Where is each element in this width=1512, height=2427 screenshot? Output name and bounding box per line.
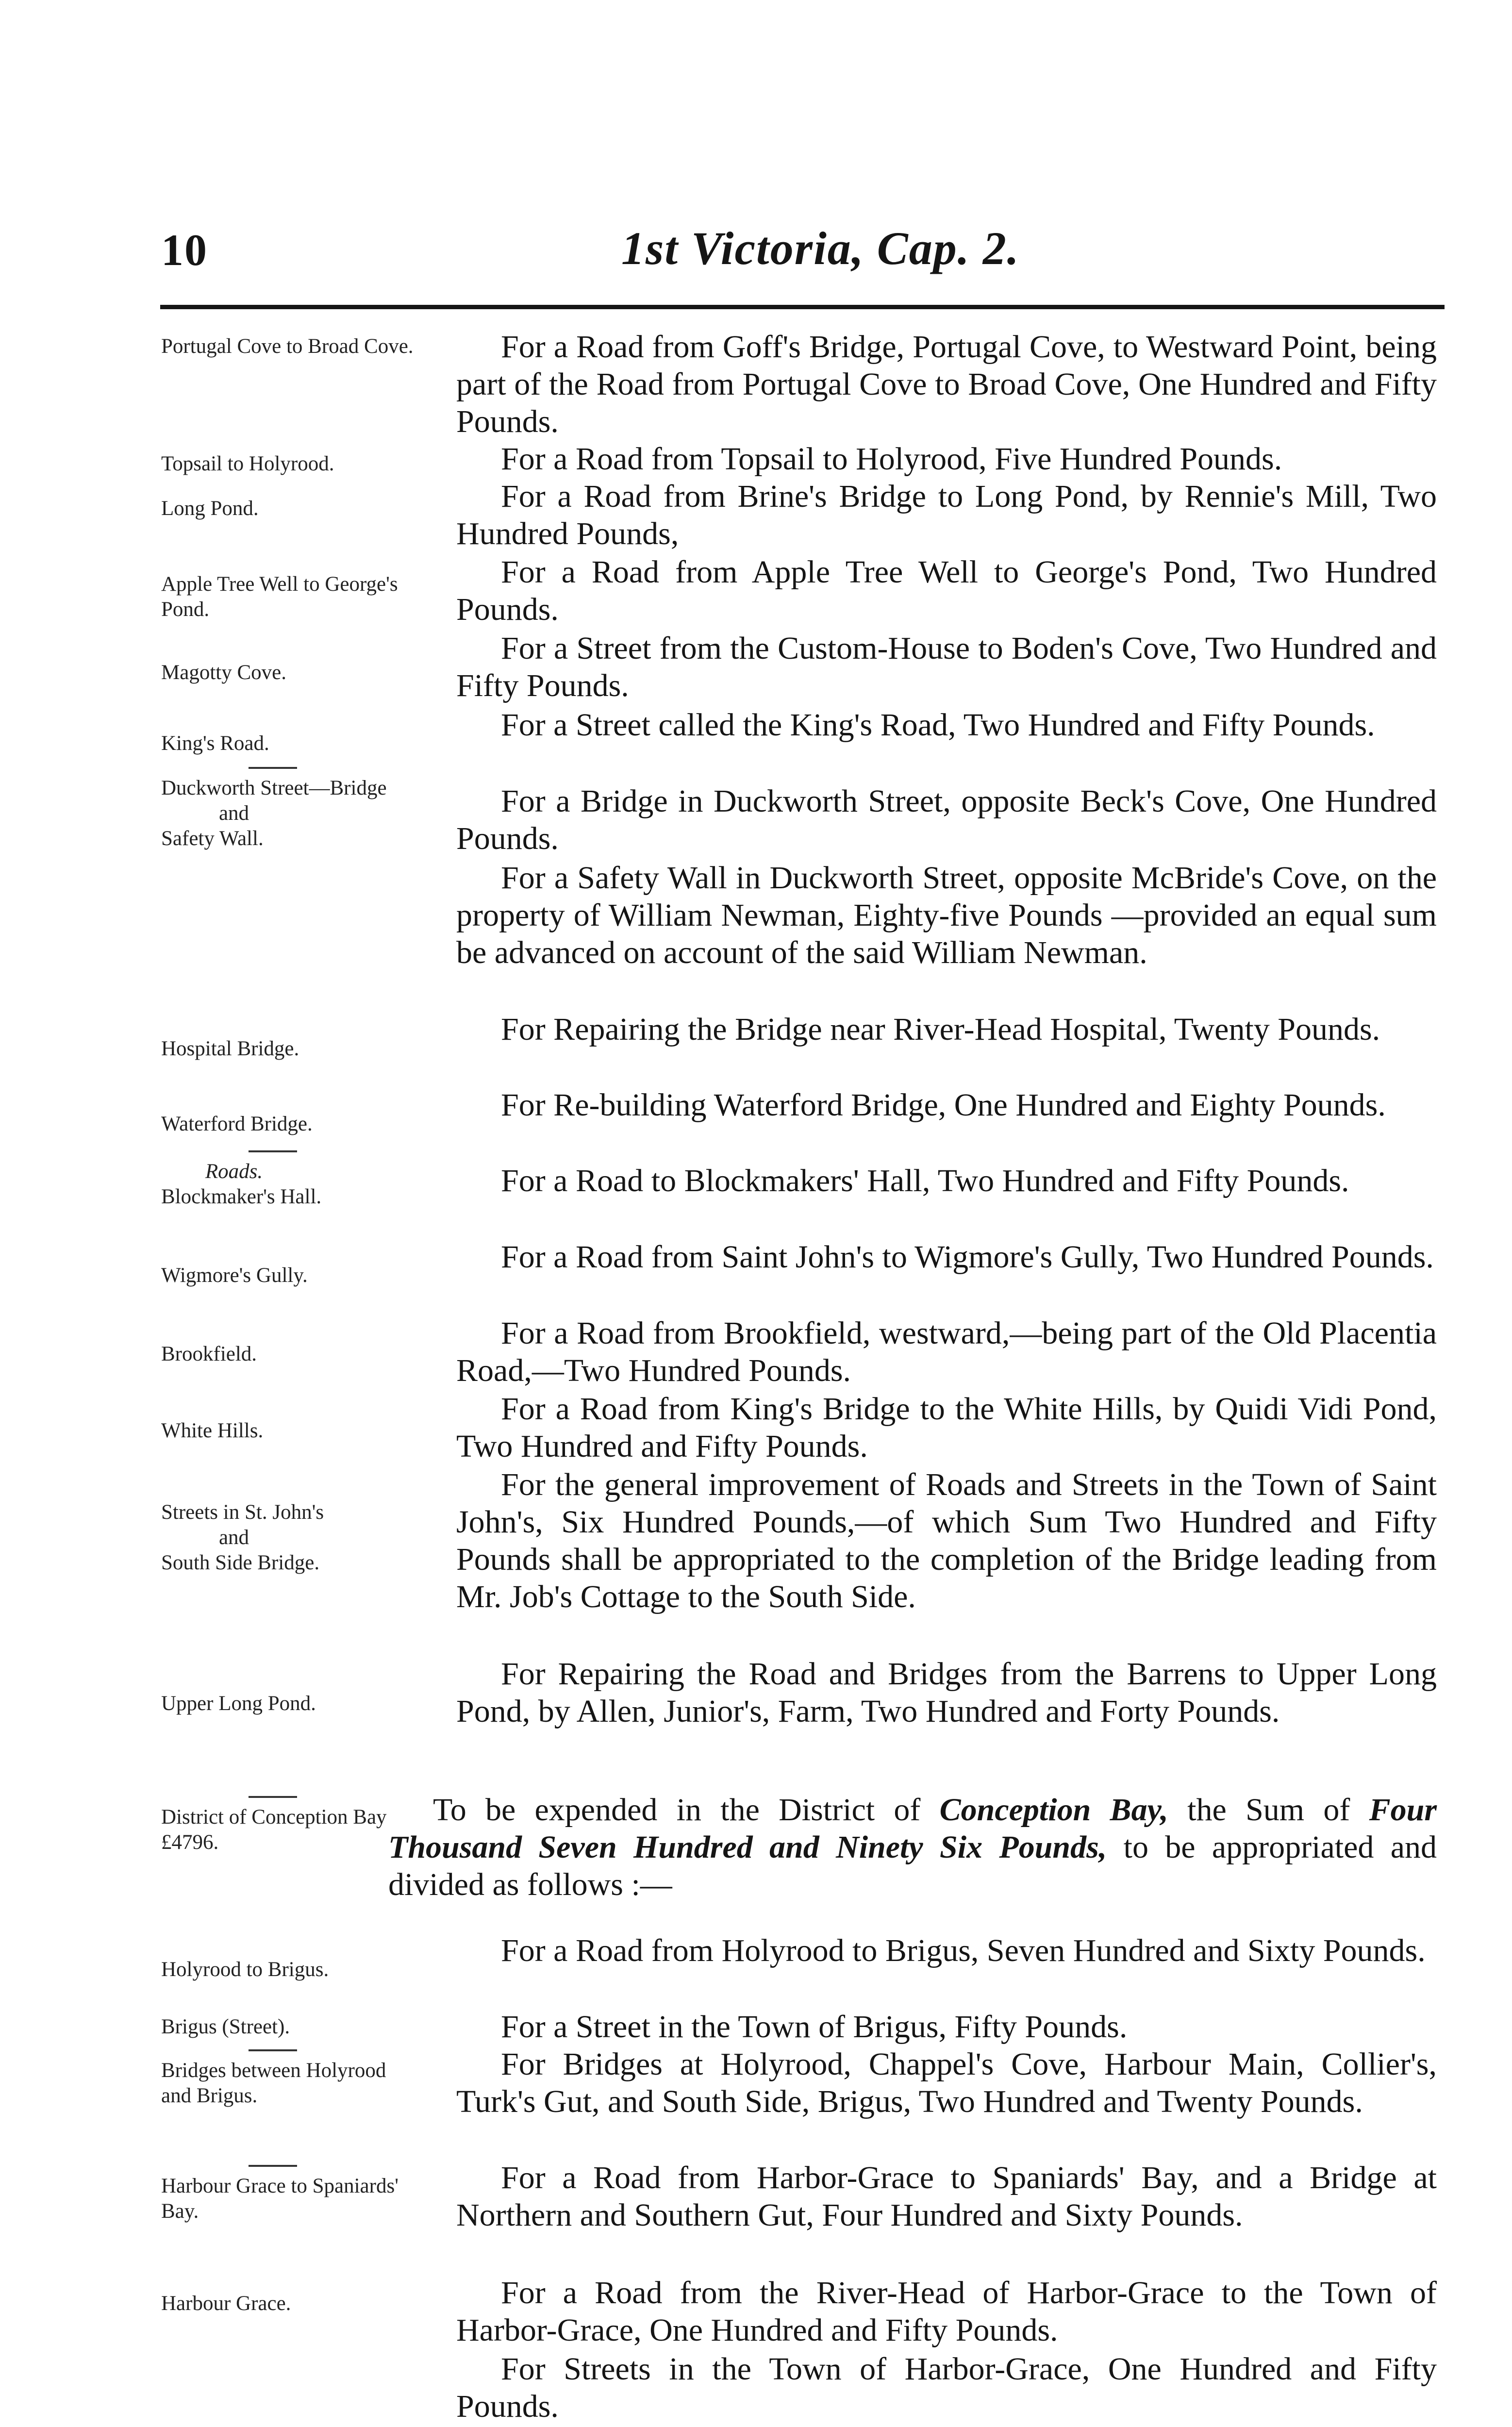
margin-note: Hospital Bridge. bbox=[161, 1037, 299, 1060]
appropriation-entry: To be expended in the District of Conception Bay, the Sum of Four Thousand Seven Hundred and Ninety Six Pounds, to be appropriated and divided as follows :— bbox=[388, 1792, 1437, 1902]
appropriation-entry: For a Street from the Custom-House to Boden's Cove, Two Hundred and Fifty Pounds. bbox=[456, 631, 1437, 703]
appropriation-entry: For a Road from Goff's Bridge, Portugal Cove, to Westward Point, being part of the Road from Portugal Cove to Broad Cove, One Hundred and Fifty Pounds. bbox=[456, 329, 1437, 439]
appropriation-entry: For a Safety Wall in Duckworth Street, opposite McBride's Cove, on the property of William Newman, Eighty-five Pounds —provided an equal sum be advanced on account of the said William Newman. bbox=[456, 860, 1437, 970]
appropriation-entry: For a Road to Blockmakers' Hall, Two Hundred and Fifty Pounds. bbox=[501, 1163, 1349, 1198]
appropriation-entry: For Streets in the Town of Harbor-Grace, One Hundred and Fifty Pounds. bbox=[456, 2351, 1437, 2424]
appropriation-entry: For Bridges at Holyrood, Chappel's Cove, Harbour Main, Collier's, Turk's Gut, and South Side, Brigus, Two Hundred and Twenty Pounds. bbox=[456, 2046, 1437, 2119]
margin-note: Magotty Cove. bbox=[161, 661, 286, 684]
header-rule bbox=[160, 305, 1445, 309]
margin-note: Portugal Cove to Broad Cove. bbox=[161, 335, 414, 358]
appropriation-entry: For a Road from Brine's Bridge to Long Pond, by Rennie's Mill, Two Hundred Pounds, bbox=[456, 479, 1437, 551]
appropriation-entry: For a Road from Apple Tree Well to George's Pond, Two Hundred Pounds. bbox=[456, 554, 1437, 627]
appropriation-entry: For a Road from Brookfield, westward,—being part of the Old Placentia Road,—Two Hundred Pounds. bbox=[456, 1315, 1437, 1388]
running-head: 1st Victoria, Cap. 2. bbox=[621, 222, 1020, 274]
note-divider bbox=[249, 1796, 297, 1798]
appropriation-entry: For a Street in the Town of Brigus, Fifty Pounds. bbox=[501, 2009, 1128, 2045]
note-divider bbox=[249, 2165, 297, 2167]
appropriation-entry: For a Road from Holyrood to Brigus, Seven Hundred and Sixty Pounds. bbox=[501, 1933, 1426, 1968]
appropriation-entry: For Re-building Waterford Bridge, One Hundred and Eighty Pounds. bbox=[501, 1087, 1386, 1123]
margin-note: Holyrood to Brigus. bbox=[161, 1958, 329, 1981]
appropriation-entry: For a Road from King's Bridge to the White Hills, by Quidi Vidi Pond, Two Hundred and Fifty Pounds. bbox=[456, 1391, 1437, 1464]
page-number: 10 bbox=[161, 225, 208, 275]
margin-note: Harbour Grace. bbox=[161, 2292, 291, 2315]
margin-note: Roads. Blockmaker's Hall. bbox=[161, 1150, 414, 1210]
appropriation-entry: For a Street called the King's Road, Two Hundred and Fifty Pounds. bbox=[501, 707, 1375, 743]
margin-note: King's Road. bbox=[161, 732, 269, 755]
appropriation-entry: For a Road from Saint John's to Wigmore's Gully, Two Hundred Pounds. bbox=[501, 1239, 1434, 1275]
margin-note: Apple Tree Well to George's Pond. bbox=[161, 573, 398, 621]
margin-note: Waterford Bridge. bbox=[161, 1113, 313, 1135]
appropriation-entry: For the general improvement of Roads and Streets in the Town of Saint John's, Six Hundred Pounds,—of which Sum Two Hundred and Fifty Pounds shall be appropriated to the completion of the Bridge leading from Mr. Job's Cottage to the South Side. bbox=[456, 1467, 1437, 1614]
appropriation-entry: For a Bridge in Duckworth Street, opposite Beck's Cove, One Hundred Pounds. bbox=[456, 783, 1437, 856]
appropriation-entry: For a Road from Topsail to Holyrood, Five Hundred Pounds. bbox=[501, 441, 1282, 477]
margin-note: Wigmore's Gully. bbox=[161, 1264, 308, 1287]
margin-note: Long Pond. bbox=[161, 497, 259, 520]
appropriation-entry: For a Road from the River-Head of Harbor-Grace to the Town of Harbor-Grace, One Hundred and Fifty Pounds. bbox=[456, 2275, 1437, 2348]
margin-note: District of Conception Bay £4796. bbox=[161, 1796, 414, 1855]
margin-note: Brigus (Street). bbox=[161, 2015, 290, 2038]
note-divider bbox=[249, 2049, 297, 2051]
appropriation-entry: For a Road from Harbor-Grace to Spaniards' Bay, and a Bridge at Northern and Southern Gut, Four Hundred and Sixty Pounds. bbox=[456, 2160, 1437, 2233]
note-divider bbox=[249, 1150, 297, 1152]
appropriation-entry: For Repairing the Road and Bridges from the Barrens to Upper Long Pond, by Allen, Junior's, Farm, Two Hundred and Forty Pounds. bbox=[456, 1656, 1437, 1729]
appropriation-entry: For Repairing the Bridge near River-Head Hospital, Twenty Pounds. bbox=[501, 1012, 1380, 1047]
margin-note: Streets in St. John's and South Side Bridge. bbox=[161, 1501, 324, 1574]
note-divider bbox=[249, 767, 297, 769]
margin-note: Upper Long Pond. bbox=[161, 1692, 316, 1715]
margin-note: Duckworth Street—Bridge and Safety Wall. bbox=[161, 767, 414, 851]
margin-note: Topsail to Holyrood. bbox=[161, 452, 334, 475]
margin-note: Harbour Grace to Spaniards' Bay. bbox=[161, 2165, 414, 2224]
margin-note: Brookfield. bbox=[161, 1343, 257, 1365]
margin-note: Bridges between Holyrood and Brigus. bbox=[161, 2049, 414, 2109]
margin-note: White Hills. bbox=[161, 1419, 264, 1442]
